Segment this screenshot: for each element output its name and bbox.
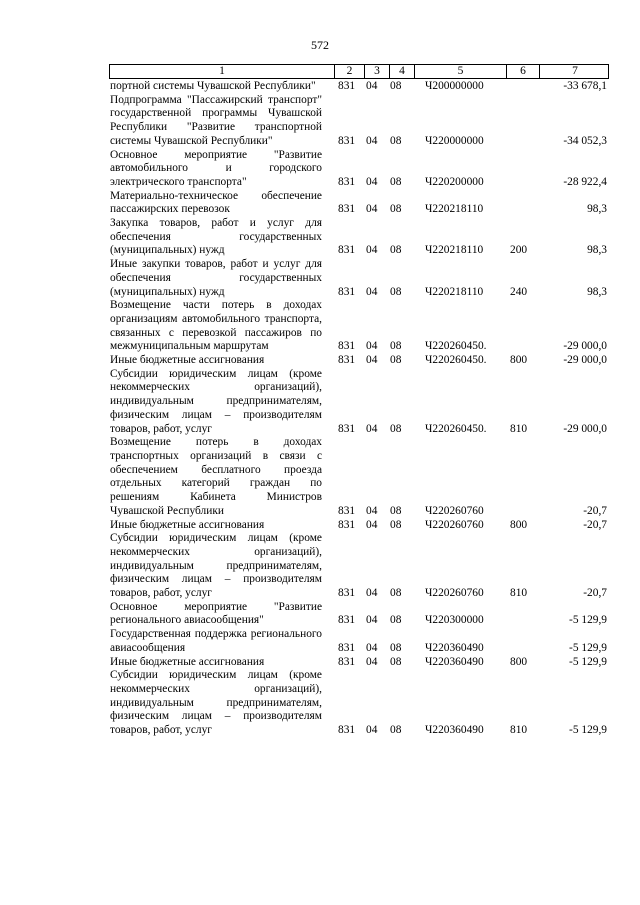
cell-target-article: Ч220200000 [425,175,484,188]
table-row [0,601,640,628]
cell-target-article: Ч220360490 [425,655,484,668]
cell-admin-code: 831 [338,80,356,92]
cell-target-article: Ч220218110 [425,244,484,257]
cell-amount: -29 000,0 [563,340,607,353]
cell-amount: 98,3 [587,203,607,216]
table-row [0,80,640,94]
table-row [0,368,640,437]
cell-subsection: 08 [390,641,402,654]
cell-subsection: 08 [390,655,402,668]
cell-admin-code: 831 [338,504,356,517]
table-row [0,190,640,217]
cell-amount: -28 922,4 [563,175,607,188]
header-cell: 3 [365,65,390,78]
page-number: 572 [311,38,329,52]
row-description: Субсидии юридическим лицам (кроме некоммерческих организаций), индивидуальным предпринимателям, физическим лицам – производителям товаров, работ, услуг [110,532,322,600]
cell-amount: -29 000,0 [563,422,607,435]
cell-amount: -29 000,0 [563,354,607,367]
cell-amount: -33 678,1 [563,80,607,92]
table-row [0,217,640,258]
cell-admin-code: 831 [338,175,356,188]
cell-amount: -5 129,9 [569,641,607,654]
row-description: Субсидии юридическим лицам (кроме некоммерческих организаций), индивидуальным предпринимателям, физическим лицам – производителям товаров, работ, услуг [110,669,322,737]
table-row [0,669,640,738]
header-cell: 6 [507,65,540,78]
cell-section: 04 [366,285,378,298]
table-row [0,656,640,670]
cell-amount: -34 052,3 [563,134,607,147]
cell-section: 04 [366,134,378,147]
row-description: Иные закупки товаров, работ и услуг для обеспечения государственных (муниципальных) нужд [110,258,322,298]
cell-subsection: 08 [390,518,402,531]
cell-admin-code: 831 [338,641,356,654]
cell-target-article: Ч220218110 [425,285,484,298]
row-description: Закупка товаров, работ и услуг для обеспечения государственных (муниципальных) нужд [110,217,322,257]
cell-target-article: Ч200000000 [425,80,484,92]
row-description: Государственная поддержка регионального авиасообщения [110,628,322,654]
table-row [0,258,640,299]
cell-admin-code: 831 [338,134,356,147]
budget-table [0,80,640,738]
cell-admin-code: 831 [338,244,356,257]
cell-subsection: 08 [390,504,402,517]
row-description: Возмещение потерь в доходах транспортных организаций в связи с обеспечением бесплатного проезда отдельных категорий граждан по решениям Кабинета Министров Чувашской Республики [110,436,322,517]
header-cell: 2 [335,65,365,78]
row-description: Иные бюджетные ассигнования [110,518,265,531]
cell-admin-code: 831 [338,354,356,367]
cell-target-article: Ч220260450. [425,422,487,435]
cell-section: 04 [366,80,378,92]
cell-subsection: 08 [390,724,402,737]
table-row [0,94,640,149]
cell-section: 04 [366,504,378,517]
row-description: Иные бюджетные ассигнования [110,655,265,668]
cell-expense-type: 810 [510,422,528,435]
cell-section: 04 [366,175,378,188]
row-description: Иные бюджетные ассигнования [110,354,265,367]
cell-admin-code: 831 [338,587,356,600]
row-description: Подпрограмма "Пассажирский транспорт" государственной программы Чувашской Республики "Развитие транспортной системы Чувашской Республики" [110,93,322,147]
row-description: Основное мероприятие "Развитие регионального авиасообщения" [110,600,322,627]
cell-amount: -5 129,9 [569,724,607,737]
cell-target-article: Ч220360490 [425,724,484,737]
cell-section: 04 [366,655,378,668]
cell-subsection: 08 [390,203,402,216]
cell-subsection: 08 [390,80,402,92]
cell-amount: 98,3 [587,285,607,298]
cell-subsection: 08 [390,422,402,435]
cell-section: 04 [366,518,378,531]
cell-amount: -5 129,9 [569,655,607,668]
cell-admin-code: 831 [338,203,356,216]
cell-subsection: 08 [390,175,402,188]
cell-subsection: 08 [390,285,402,298]
table-row [0,354,640,368]
cell-amount: -5 129,9 [569,614,607,627]
cell-section: 04 [366,340,378,353]
cell-subsection: 08 [390,587,402,600]
cell-expense-type: 800 [510,655,528,668]
cell-admin-code: 831 [338,422,356,435]
table-row [0,532,640,601]
cell-subsection: 08 [390,340,402,353]
cell-expense-type: 240 [510,285,528,298]
row-description: Основное мероприятие "Развитие автомобильного и городского электрического транспорта" [110,148,322,188]
cell-section: 04 [366,724,378,737]
table-row [0,149,640,190]
cell-target-article: Ч220000000 [425,134,484,147]
cell-admin-code: 831 [338,655,356,668]
table-row [0,299,640,354]
cell-target-article: Ч220218110 [425,203,484,216]
cell-subsection: 08 [390,354,402,367]
cell-target-article: Ч220260450. [425,340,487,353]
cell-target-article: Ч220260760 [425,587,484,600]
cell-target-article: Ч220360490 [425,641,484,654]
cell-target-article: Ч220260450. [425,354,487,367]
cell-admin-code: 831 [338,518,356,531]
row-description: Субсидии юридическим лицам (кроме некоммерческих организаций), индивидуальным предпринимателям, физическим лицам – производителям товаров, работ, услуг [110,367,322,435]
cell-subsection: 08 [390,244,402,257]
cell-admin-code: 831 [338,340,356,353]
cell-expense-type: 200 [510,244,528,257]
cell-amount: -20,7 [583,518,607,531]
table-row [0,628,640,655]
cell-subsection: 08 [390,614,402,627]
header-cell: 1 [110,65,335,78]
cell-expense-type: 810 [510,724,528,737]
cell-section: 04 [366,422,378,435]
header-cell: 5 [415,65,507,78]
cell-admin-code: 831 [338,614,356,627]
cell-section: 04 [366,614,378,627]
cell-amount: 98,3 [587,244,607,257]
row-description: Материально-техническое обеспечение пассажирских перевозок [110,189,322,216]
header-cell: 4 [390,65,415,78]
cell-section: 04 [366,203,378,216]
cell-expense-type: 800 [510,354,528,367]
cell-section: 04 [366,244,378,257]
cell-amount: -20,7 [583,587,607,600]
header-cell: 7 [572,65,578,77]
cell-section: 04 [366,354,378,367]
cell-expense-type: 810 [510,587,528,600]
cell-target-article: Ч220260760 [425,504,484,517]
cell-admin-code: 831 [338,285,356,298]
cell-admin-code: 831 [338,724,356,737]
table-header [109,64,609,79]
row-description: Возмещение части потерь в доходах организациям автомобильного транспорта, связанных с перевозкой пассажиров по межмуниципальным маршрутам [110,299,322,353]
row-description: портной системы Чувашской Республики" [110,80,316,92]
cell-amount: -20,7 [583,504,607,517]
cell-section: 04 [366,641,378,654]
table-row [0,519,640,533]
cell-subsection: 08 [390,134,402,147]
cell-section: 04 [366,587,378,600]
cell-expense-type: 800 [510,518,528,531]
table-row [0,436,640,518]
cell-target-article: Ч220300000 [425,614,484,627]
cell-target-article: Ч220260760 [425,518,484,531]
